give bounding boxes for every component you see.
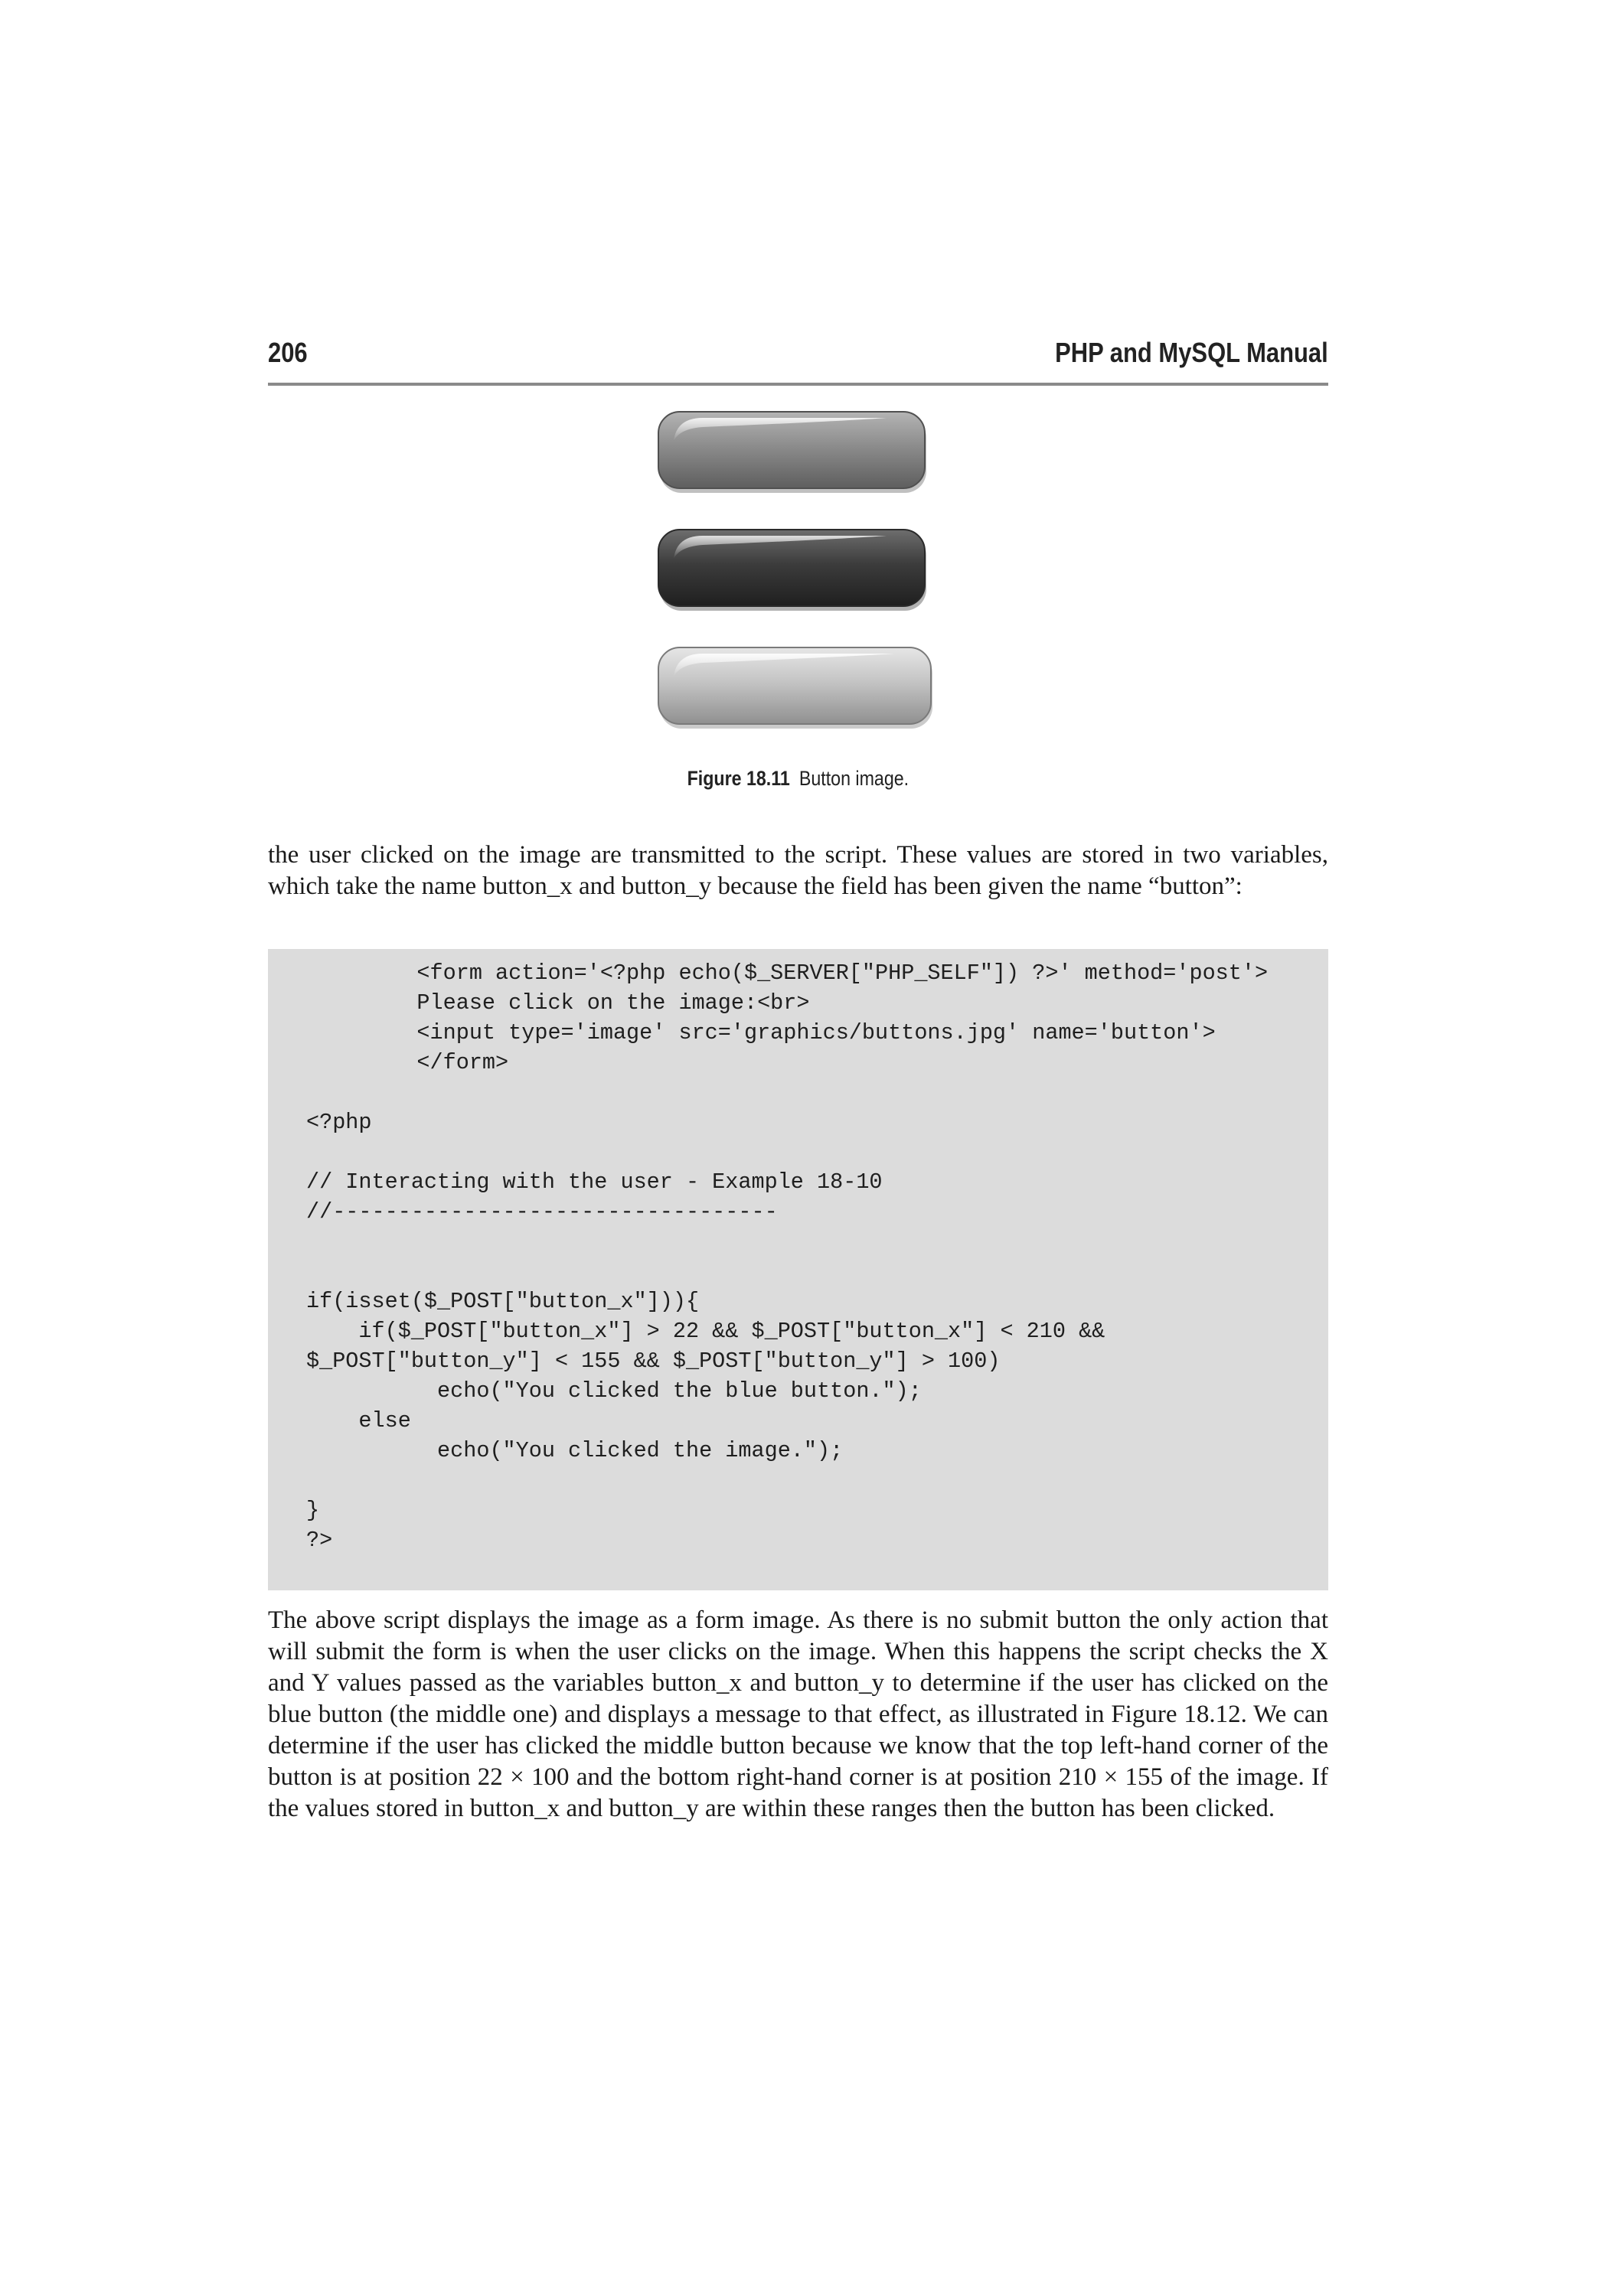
code-line: }: [306, 1498, 320, 1523]
code-line: echo("You clicked the image.");: [306, 1438, 844, 1463]
top-button-graphic: [657, 410, 929, 496]
figure-caption: [268, 767, 1328, 791]
explanation-paragraph: The above script displays the image as a form image. As there is no submit button the only action that will submit the form is when the user clicks on the image. When this happens the script checks the X and Y values passed as the variables button_x and button_y to determine if the user has clicked on the blue button (the middle one) and displays a message to that effect, as illustrated in Figure 18.12. We can determine if the user has clicked the middle button because we know that the top left-hand corner of the button is at position 22 × 100 and the bottom right-hand corner is at position 210 × 155 of the image. If the values stored in button_x and button_y are within these ranges then the button has been clicked.: [268, 1606, 1328, 1822]
figure-caption-text: Button image.: [798, 767, 909, 790]
code-listing: [268, 949, 1328, 1590]
figure-button-image: [268, 406, 1328, 788]
code-line: else: [306, 1408, 411, 1433]
middle-button-graphic: [657, 528, 929, 614]
code-line: echo("You clicked the blue button.");: [306, 1378, 922, 1404]
bottom-button-graphic: [657, 646, 929, 732]
code-line: <form action='<?php echo($_SERVER["PHP_SELF"]) ?>' method='post'>: [364, 960, 1269, 986]
code-line: <?php: [306, 1110, 372, 1135]
code-line: if($_POST["button_x"] > 22 && $_POST["button_x"] < 210 &&: [306, 1319, 1105, 1344]
running-title: PHP and MySQL Manual: [1055, 337, 1328, 368]
code-line: if(isset($_POST["button_x"])){: [306, 1289, 700, 1314]
code-line: <input type='image' src='graphics/buttons.jpg' name='button'>: [364, 1020, 1216, 1045]
intro-paragraph: the user clicked on the image are transmitted to the script. These values are stored in two variables, which take the name button_x and button_y because the field has been given the name “button”:: [268, 841, 1328, 900]
running-header: [268, 329, 1328, 386]
code-line: // Interacting with the user - Example 18-10: [306, 1169, 883, 1195]
code-line: </form>: [364, 1050, 509, 1075]
figure-label: Figure 18.11: [687, 767, 790, 790]
code-line: $_POST["button_y"] < 155 && $_POST["button_y"] > 100): [306, 1349, 1001, 1374]
code-line: ?>: [306, 1528, 333, 1553]
code-line: Please click on the image:<br>: [364, 990, 810, 1016]
code-line: //----------------------------------: [306, 1199, 778, 1225]
page-number: 206: [268, 337, 308, 368]
